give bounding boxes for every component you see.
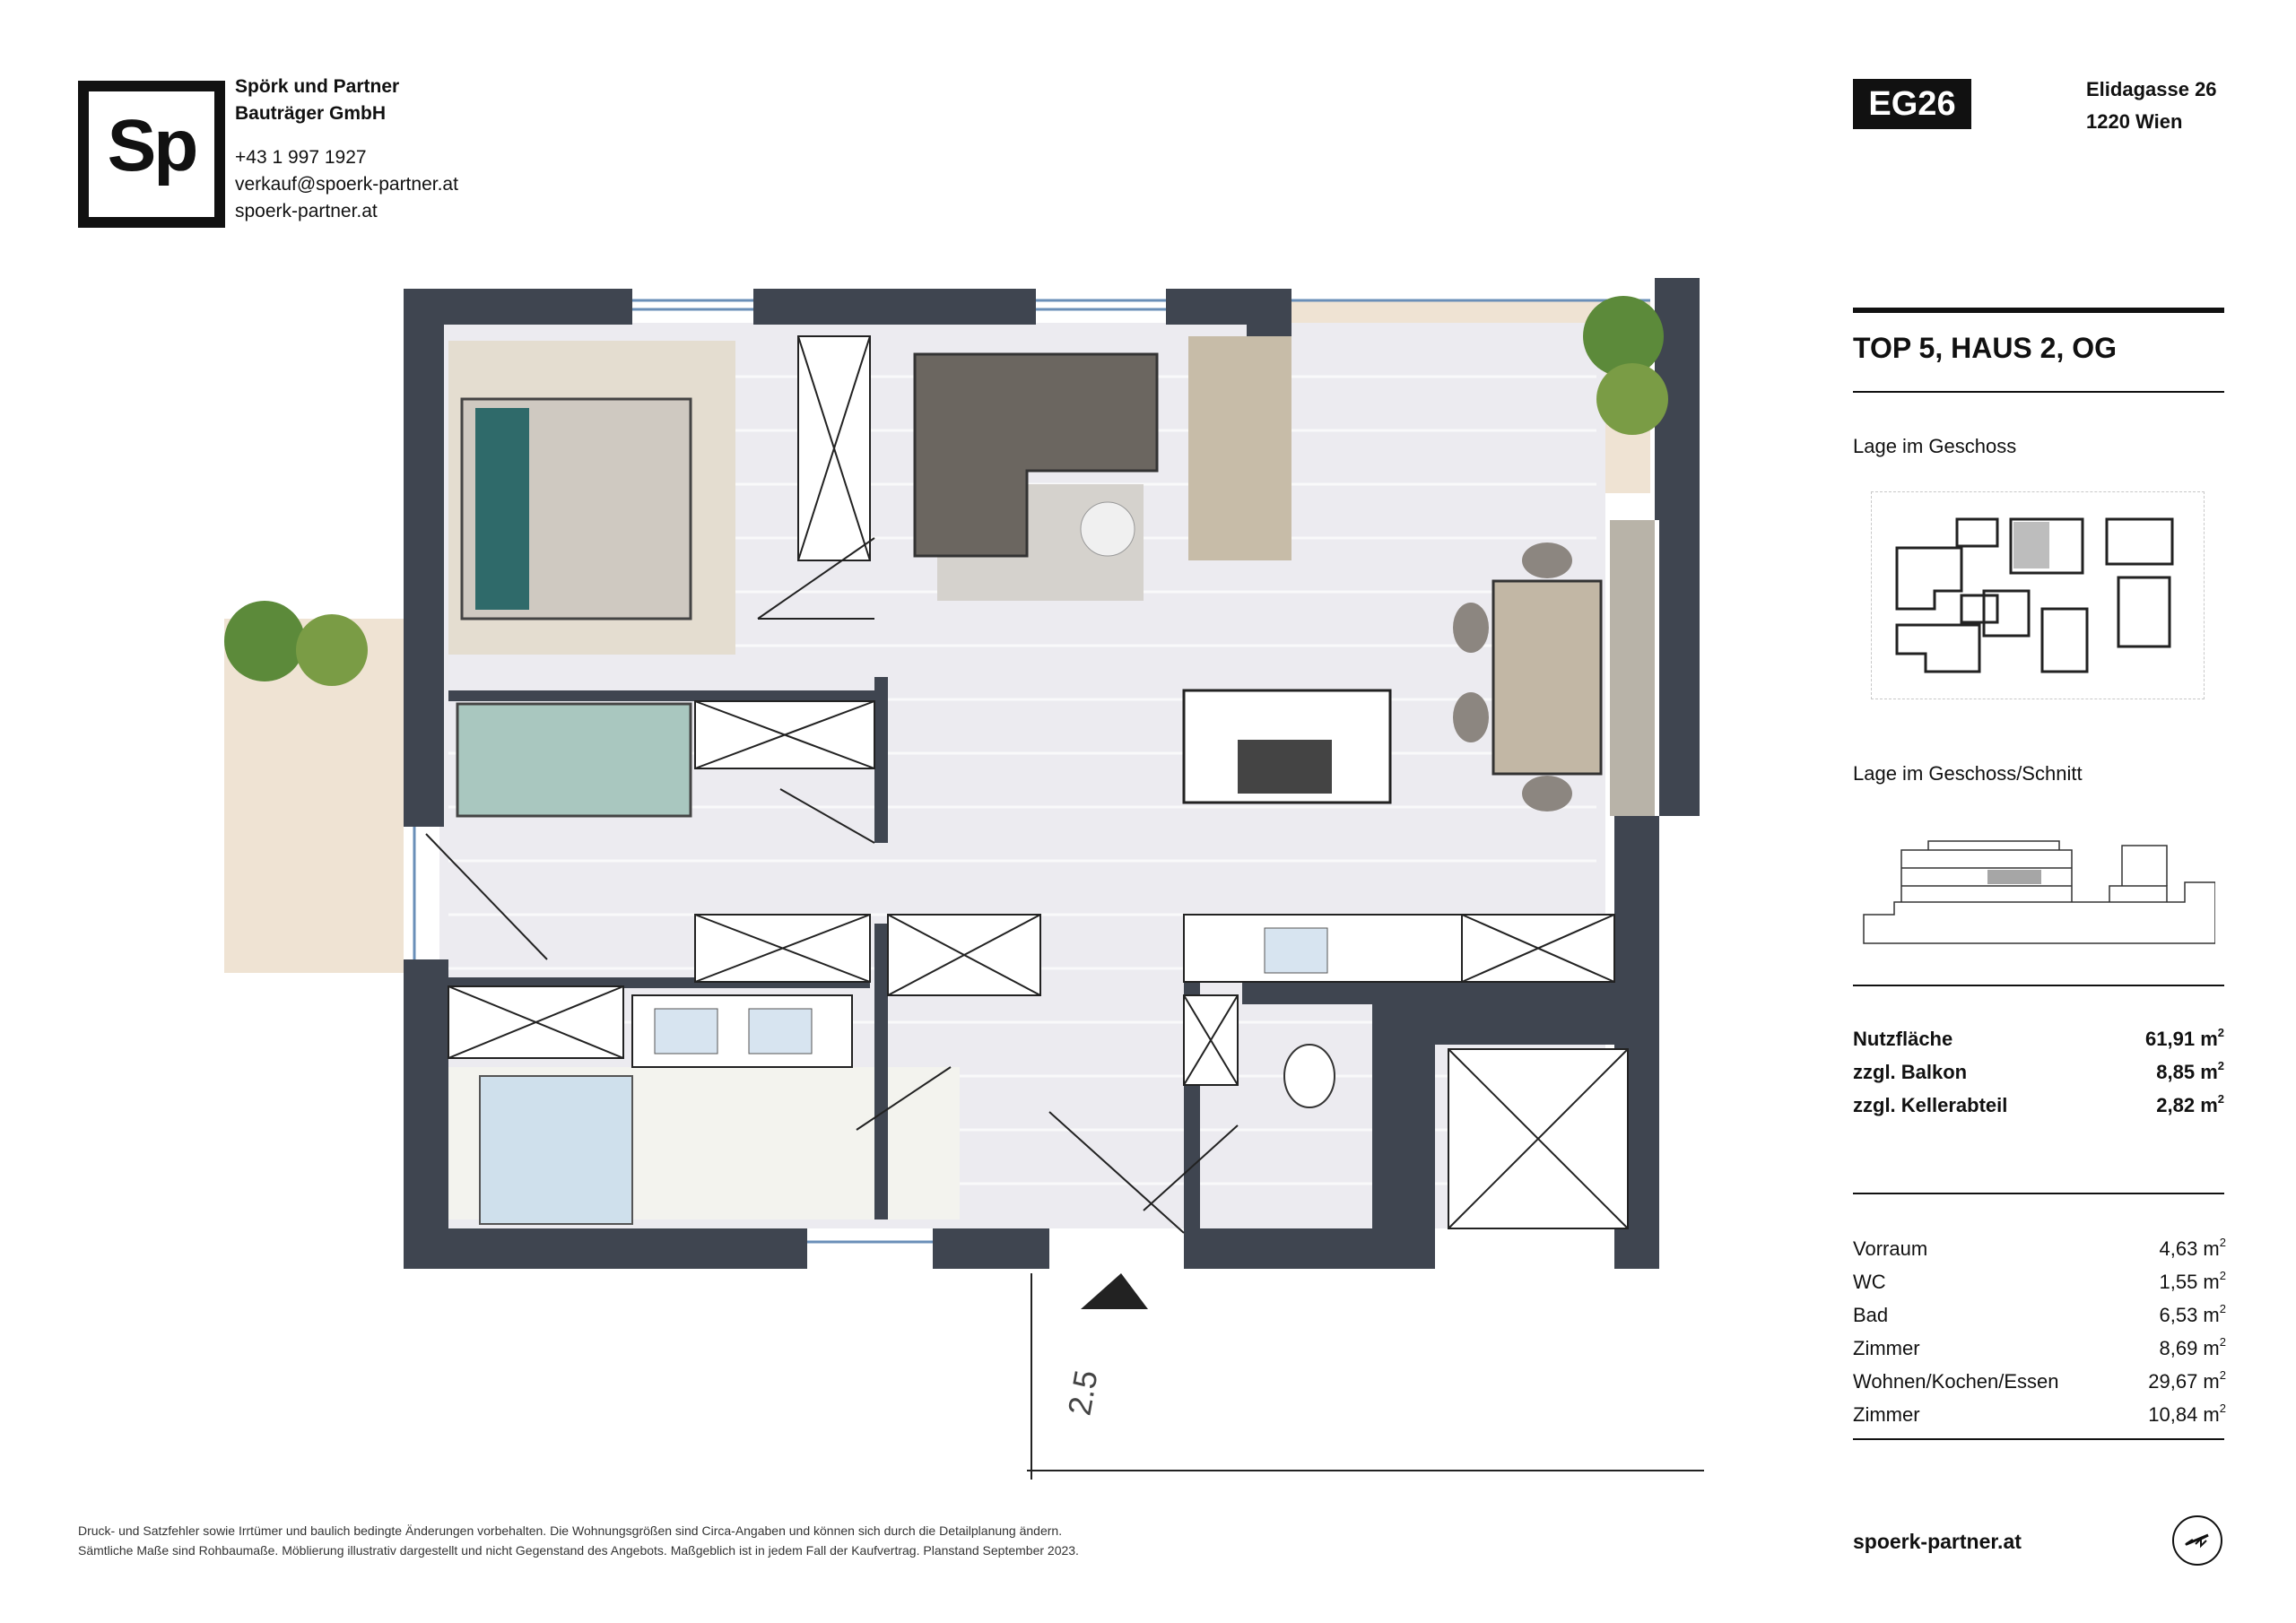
logo-text: Sp [107, 105, 196, 187]
height-note: 2.5 [1060, 1367, 1105, 1419]
address-block: Elidagasse 26 1220 Wien [2086, 78, 2217, 133]
contact-phone[interactable]: +43 1 997 1927 [235, 147, 367, 168]
summary-row: zzgl. Kellerabteil 2,82 $m^2$ [1853, 1091, 2224, 1116]
floor-section-label: Lage im Geschoss/Schnitt [1853, 762, 2083, 785]
building-section [1862, 832, 2215, 949]
page-title: TOP 5, HAUS 2, OG [1853, 332, 2118, 364]
company-name: Spörk und Partner Bauträger GmbH [235, 76, 400, 124]
footer-url[interactable]: spoerk-partner.at [1853, 1530, 2022, 1553]
floor-position-label: Lage im Geschoss [1853, 435, 2017, 457]
area-summary [1853, 1022, 2224, 1122]
room-row: WC 1,55 $m^2$ [1853, 1268, 2226, 1293]
unit-badge: EG26 [1853, 79, 1971, 129]
summary-row: zzgl. Balkon 8,85 $m^2$ [1853, 1058, 2224, 1083]
disclaimer: Druck- und Satzfehler sowie Irrtümer und baulich bedingte Änderungen vorbehalten. Die Wohnungsgrößen sind Circa-Angaben und können sich durch die Detailplanung ändern. Sämtliche Maße sind Rohbaumaße. Möblierung illustrativ dargestellt und nicht Gegenstand des Angebots. Maßgeblich ist in jedem Fall der Kaufvertrag. Planstand September 2023. [78, 1523, 1079, 1558]
divider [1853, 985, 2224, 986]
title-rule [1853, 308, 2224, 313]
divider [1853, 1438, 2224, 1440]
room-row: Zimmer 10,84 $m^2$ [1853, 1401, 2226, 1426]
contact-web[interactable]: spoerk-partner.at [235, 201, 378, 221]
company-logo [78, 81, 225, 228]
floor-plan [206, 265, 1713, 1484]
room-row: Zimmer 8,69 $m^2$ [1853, 1334, 2226, 1359]
entrance-arrow [1081, 1273, 1148, 1309]
room-areas [1853, 1232, 2226, 1431]
divider [1853, 1193, 2224, 1194]
room-row: Wohnen/Kochen/Essen 29,67 $m^2$ [1853, 1367, 2226, 1393]
room-row: Bad 6,53 $m^2$ [1853, 1301, 2226, 1326]
room-row: Vorraum 4,63 $m^2$ [1853, 1235, 2226, 1260]
divider [1853, 391, 2224, 393]
floor-key-plan [1871, 491, 2205, 699]
contact-block [235, 144, 458, 225]
north-arrow-icon [2172, 1515, 2222, 1566]
summary-row: Nutzfläche 61,91 $m^2$ [1853, 1025, 2224, 1050]
contact-email[interactable]: verkauf@spoerk-partner.at [235, 174, 458, 195]
